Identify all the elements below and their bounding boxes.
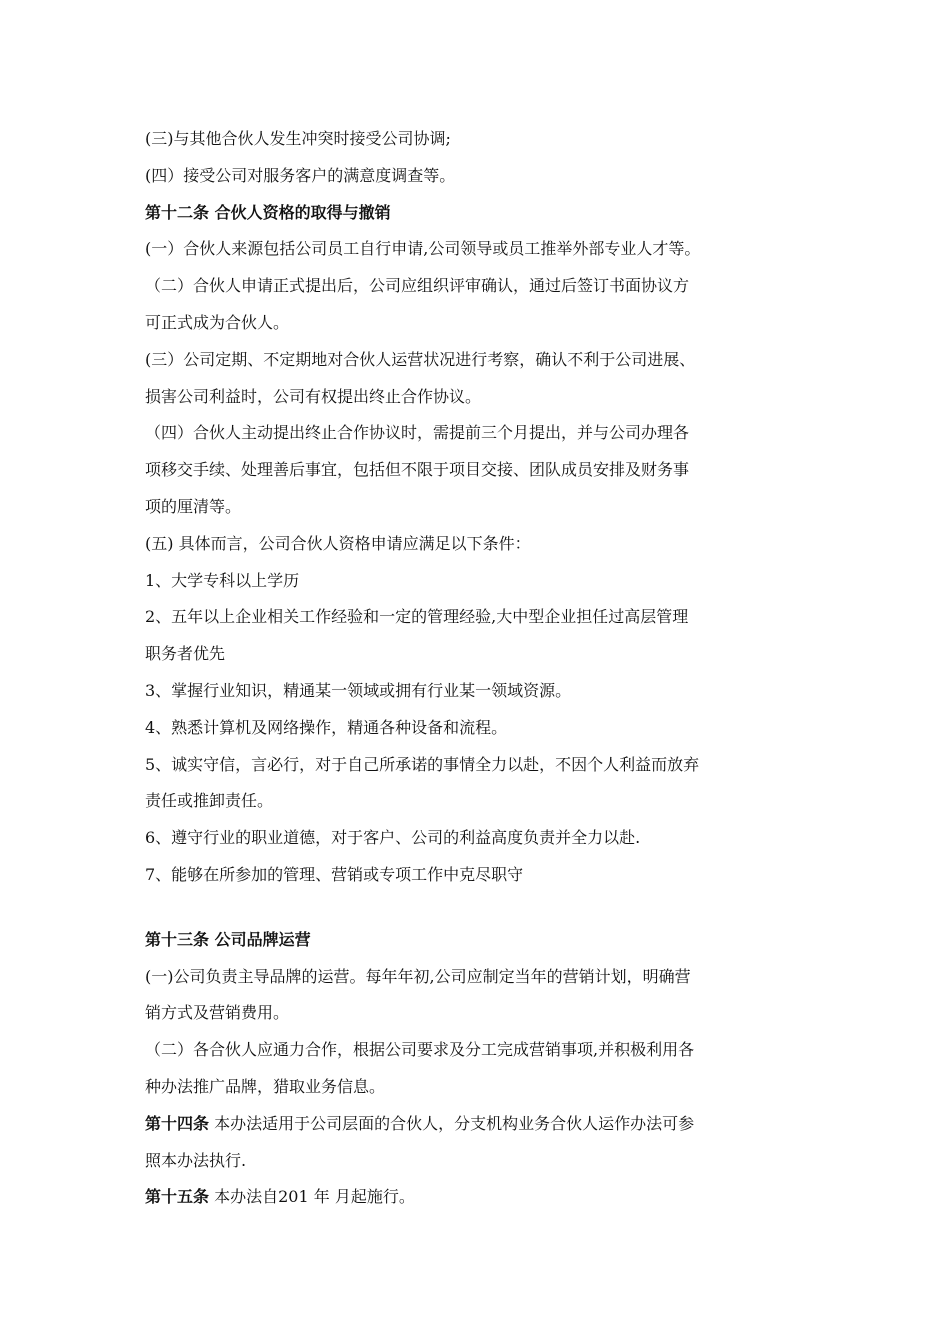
- section-spacer: [145, 894, 815, 922]
- paragraph-line: (一)公司负责主导品牌的运营。每年年初,公司应制定当年的营销计划，明确营: [145, 966, 691, 986]
- paragraph-line: 项移交手续、处理善后事宜，包括但不限于项目交接、团队成员安排及财务事: [145, 460, 690, 480]
- paragraph-line: 责任或推卸责任。: [145, 791, 274, 811]
- article-paragraph-line: [145, 1179, 815, 1216]
- paragraph-line: (一）合伙人来源包括公司员工自行申请,公司领导或员工推举外部专业人才等。: [145, 239, 701, 259]
- paragraph-line: 3、掌握行业知识，精通某一领域或拥有行业某一领域资源。: [145, 680, 572, 700]
- paragraph-line: (三)与其他合伙人发生冲突时接受公司协调;: [145, 129, 451, 148]
- article-text: 本办法自201 年 月起施行。: [209, 1187, 415, 1207]
- paragraph-line: （二）各合伙人应通力合作，根据公司要求及分工完成营销事项,并积极利用各: [145, 1040, 695, 1060]
- paragraph-line: 种办法推广品牌，猎取业务信息。: [145, 1076, 386, 1096]
- document-page: [145, 121, 815, 1216]
- paragraph-line: 损害公司利益时，公司有权提出终止合作协议。: [145, 386, 482, 406]
- paragraph-line: 项的厘清等。: [145, 496, 242, 516]
- article-13-15-section: [145, 922, 815, 1216]
- paragraph-line: （四）合伙人主动提出终止合作协议时，需提前三个月提出，并与公司办理各: [145, 423, 690, 443]
- paragraph-line: 4、熟悉计算机及网络操作，精通各种设备和流程。: [145, 717, 508, 737]
- article-heading: 第十二条 合伙人资格的取得与撤销: [145, 202, 391, 222]
- paragraph-line: 1、大学专科以上学历: [145, 570, 300, 590]
- paragraph-line: 销方式及营销费用。: [145, 1003, 290, 1023]
- paragraph-line: (五) 具体而言，公司合伙人资格申请应满足以下条件：: [145, 533, 531, 553]
- paragraph-line: 5、诚实守信，言必行，对于自己所承诺的事情全力以赴，不因个人利益而放弃: [145, 754, 700, 774]
- article-paragraph-line: [145, 1106, 815, 1143]
- paragraph-line: 6、遵守行业的职业道德，对于客户、公司的利益高度负责并全力以赴.: [145, 828, 641, 848]
- article-label: 第十五条: [145, 1187, 210, 1207]
- paragraph-line: 2、五年以上企业相关工作经验和一定的管理经验,大中型企业担任过高层管理: [145, 607, 689, 627]
- paragraph-line: 可正式成为合伙人。: [145, 312, 290, 332]
- article-heading: 第十三条 公司品牌运营: [145, 929, 311, 949]
- paragraph-line: 照本办法执行.: [145, 1150, 247, 1170]
- paragraph-line: 职务者优先: [145, 644, 226, 664]
- paragraph-line: 7、能够在所参加的管理、营销或专项工作中克尽职守: [145, 864, 524, 884]
- article-label: 第十四条: [145, 1113, 210, 1133]
- article-12-section: [145, 121, 815, 894]
- paragraph-line: (三）公司定期、不定期地对合伙人运营状况进行考察，确认不利于公司进展、: [145, 349, 696, 369]
- article-text: 本办法适用于公司层面的合伙人，分支机构业务合伙人运作办法可参: [209, 1113, 695, 1133]
- paragraph-line: (四）接受公司对服务客户的满意度调查等。: [145, 165, 456, 185]
- paragraph-line: （二）合伙人申请正式提出后，公司应组织评审确认，通过后签订书面协议方: [145, 276, 690, 296]
